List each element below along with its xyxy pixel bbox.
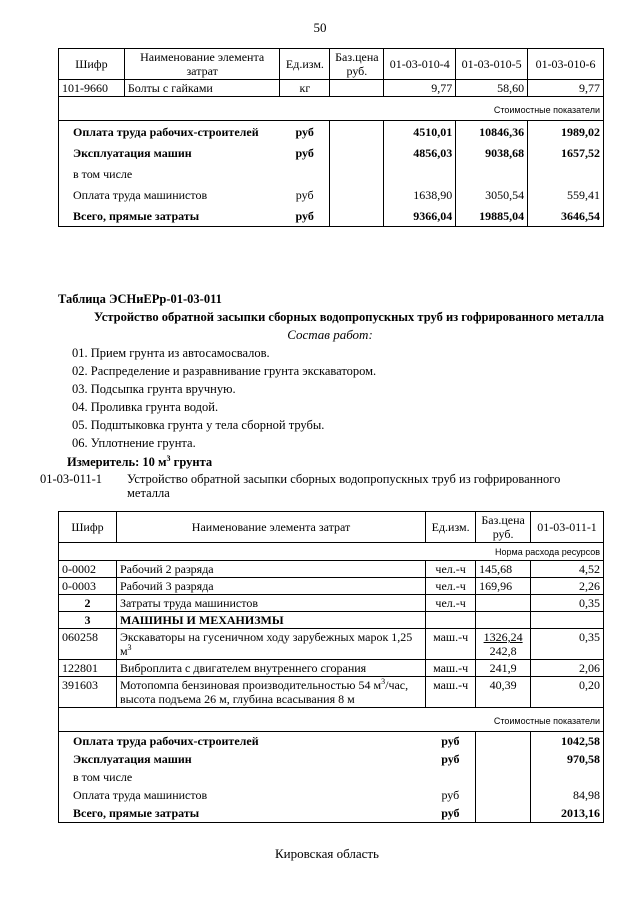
row-unit: чел.-ч bbox=[426, 578, 476, 595]
footer-region: Кировская область bbox=[274, 846, 379, 861]
summary-v1: 4856,03 bbox=[384, 142, 456, 163]
header-col-010-4: 01-03-010-4 bbox=[384, 49, 456, 80]
header-col-010-5: 01-03-010-5 bbox=[456, 49, 528, 80]
list-item: 05. Подштыковка грунта у тела сборной трубы. bbox=[72, 418, 325, 432]
summary-label: Всего, прямые затраты bbox=[59, 205, 280, 227]
row-v3: 9,77 bbox=[528, 80, 604, 97]
summary-v2: 19885,04 bbox=[456, 205, 528, 227]
item-name: Устройство обратной засыпки сборных водопропускных труб из гофрированного металла bbox=[127, 472, 561, 500]
row-unit: маш.-ч bbox=[426, 660, 476, 677]
meter-line bbox=[67, 455, 212, 470]
summary-value: 970,58 bbox=[531, 750, 604, 768]
row-code: 391603 bbox=[59, 677, 117, 708]
row-code: 122801 bbox=[59, 660, 117, 677]
works-caption: Состав работ: bbox=[287, 327, 373, 342]
machines-title: МАШИНЫ И МЕХАНИЗМЫ bbox=[116, 612, 425, 629]
row-name bbox=[116, 677, 425, 708]
row-base bbox=[476, 629, 531, 660]
table-row bbox=[59, 595, 604, 612]
row-value: 4,52 bbox=[531, 561, 604, 578]
row-unit: чел.-ч bbox=[426, 561, 476, 578]
row-code: 0-0002 bbox=[59, 561, 117, 578]
row-name-text: Виброплита с двигателем внутреннего сгорания bbox=[119, 661, 367, 675]
summary-value: 2013,16 bbox=[531, 804, 604, 823]
row-v1: 9,77 bbox=[384, 80, 456, 97]
summary-unit bbox=[280, 163, 330, 184]
summary-base bbox=[476, 786, 531, 804]
summary-unit: руб bbox=[280, 184, 330, 205]
table-id: Таблица ЭСНиЕРр-01-03-011 bbox=[58, 292, 222, 306]
row-base bbox=[476, 677, 531, 708]
summary-v2: 3050,54 bbox=[456, 184, 528, 205]
summary-base bbox=[476, 750, 531, 768]
row-base-value: 1326,24 bbox=[483, 630, 523, 644]
row-value: 0,35 bbox=[531, 595, 604, 612]
summary-row bbox=[59, 205, 604, 227]
row-name-sup: 3 bbox=[381, 677, 386, 686]
cost-table-1 bbox=[58, 48, 604, 227]
norm-caption-row bbox=[59, 543, 604, 561]
summary-v1: 9366,04 bbox=[384, 205, 456, 227]
row-base bbox=[476, 595, 531, 612]
summary-row bbox=[59, 142, 604, 163]
row-base bbox=[330, 80, 384, 97]
row-code: 101-9660 bbox=[59, 80, 125, 97]
table-row bbox=[59, 80, 604, 97]
summary-v1: 1638,90 bbox=[384, 184, 456, 205]
summary-value: 84,98 bbox=[531, 786, 604, 804]
header-base-price: Баз.цена руб. bbox=[476, 512, 531, 543]
summary-unit: руб bbox=[280, 142, 330, 163]
summary-label: Оплата труда машинистов bbox=[59, 184, 280, 205]
row-name: Рабочий 3 разряда bbox=[116, 578, 425, 595]
summary-label: Эксплуатация машин bbox=[59, 750, 426, 768]
summary-base bbox=[476, 804, 531, 823]
row-name-text: Мотопомпа бензиновая производительностью 54 м bbox=[119, 678, 382, 692]
summary-base bbox=[330, 205, 384, 227]
summary-block bbox=[59, 732, 604, 823]
list-item: 02. Распределение и разравнивание грунта экскаватором. bbox=[72, 364, 377, 378]
summary-label: Оплата труда рабочих-строителей bbox=[59, 732, 426, 751]
summary-base bbox=[476, 732, 531, 751]
summary-base bbox=[330, 184, 384, 205]
page-number: 50 bbox=[313, 20, 327, 35]
table-header-row bbox=[59, 512, 604, 543]
row-base-value: 241,9 bbox=[489, 661, 517, 675]
header-code: Шифр bbox=[59, 49, 125, 80]
table-row bbox=[59, 660, 604, 677]
row-name-text: Экскаваторы на гусеничном ходу зарубежных марок 1,25 м bbox=[119, 630, 413, 658]
summary-base bbox=[330, 121, 384, 143]
table-header-row bbox=[59, 49, 604, 80]
summary-v2 bbox=[456, 163, 528, 184]
summary-unit: руб bbox=[426, 750, 476, 768]
summary-v1 bbox=[384, 163, 456, 184]
item-code: 01-03-011-1 bbox=[40, 472, 103, 486]
row-name-tail: /час, высота подъема 26 м, глубина всасывания 8 м bbox=[119, 678, 409, 706]
meter-label: Измеритель: 10 м bbox=[67, 455, 167, 469]
meter-tail: грунта bbox=[170, 455, 213, 469]
summary-v3: 1657,52 bbox=[528, 142, 604, 163]
row-value: 2,06 bbox=[531, 660, 604, 677]
row-value: 0,20 bbox=[531, 677, 604, 708]
summary-v2: 10846,36 bbox=[456, 121, 528, 143]
cost-caption: Стоимостные показатели bbox=[59, 97, 604, 121]
table-row bbox=[59, 629, 604, 660]
summary-base bbox=[476, 768, 531, 786]
summary-row bbox=[59, 750, 604, 768]
summary-v3: 1989,02 bbox=[528, 121, 604, 143]
summary-label: в том числе bbox=[59, 163, 280, 184]
summary-v3: 3646,54 bbox=[528, 205, 604, 227]
resource-rows bbox=[59, 561, 604, 612]
row-code: 2 bbox=[59, 595, 117, 612]
cost-caption-row bbox=[59, 97, 604, 121]
header-name: Наименование элемента затрат bbox=[124, 49, 280, 80]
summary-block bbox=[59, 121, 604, 227]
summary-row bbox=[59, 768, 604, 786]
machines-code: 3 bbox=[59, 612, 117, 629]
list-item: 04. Проливка грунта водой. bbox=[72, 400, 219, 414]
summary-unit: руб bbox=[426, 804, 476, 823]
list-item: 03. Подсыпка грунта вручную. bbox=[72, 382, 236, 396]
summary-value bbox=[531, 768, 604, 786]
row-value: 0,35 bbox=[531, 629, 604, 660]
summary-row bbox=[59, 804, 604, 823]
summary-unit: руб bbox=[280, 205, 330, 227]
summary-v3 bbox=[528, 163, 604, 184]
row-unit: кг bbox=[280, 80, 330, 97]
cost-table-2 bbox=[58, 511, 604, 823]
summary-unit: руб bbox=[280, 121, 330, 143]
row-base-value-2: 242,8 bbox=[489, 644, 517, 658]
header-col-011-1: 01-03-011-1 bbox=[531, 512, 604, 543]
summary-base bbox=[330, 142, 384, 163]
row-name bbox=[116, 629, 425, 660]
row-base: 169,96 bbox=[476, 578, 531, 595]
row-base-value: 40,39 bbox=[489, 678, 517, 692]
table-row bbox=[59, 578, 604, 595]
machine-rows bbox=[59, 629, 604, 708]
row-name: Затраты труда машинистов bbox=[116, 595, 425, 612]
row-code: 0-0003 bbox=[59, 578, 117, 595]
table-row bbox=[59, 677, 604, 708]
summary-row bbox=[59, 184, 604, 205]
cost-caption-row bbox=[59, 708, 604, 732]
summary-base bbox=[330, 163, 384, 184]
summary-unit: руб bbox=[426, 732, 476, 751]
row-unit: чел.-ч bbox=[426, 595, 476, 612]
meter-sup: 3 bbox=[166, 453, 171, 463]
summary-unit bbox=[426, 768, 476, 786]
row-code: 060258 bbox=[59, 629, 117, 660]
summary-label: в том числе bbox=[59, 768, 426, 786]
list-item: 06. Уплотнение грунта. bbox=[72, 436, 196, 450]
header-code: Шифр bbox=[59, 512, 117, 543]
row-name: Болты с гайками bbox=[124, 80, 280, 97]
row-base: 145,68 bbox=[476, 561, 531, 578]
summary-v3: 559,41 bbox=[528, 184, 604, 205]
machines-header-row bbox=[59, 612, 604, 629]
table-row bbox=[59, 561, 604, 578]
header-name: Наименование элемента затрат bbox=[116, 512, 425, 543]
summary-row bbox=[59, 163, 604, 184]
row-v2: 58,60 bbox=[456, 80, 528, 97]
summary-label: Оплата труда машинистов bbox=[59, 786, 426, 804]
summary-row bbox=[59, 121, 604, 143]
summary-row bbox=[59, 732, 604, 751]
summary-label: Всего, прямые затраты bbox=[59, 804, 426, 823]
list-item: 01. Прием грунта из автосамосвалов. bbox=[72, 346, 270, 360]
header-unit: Ед.изм. bbox=[280, 49, 330, 80]
section-title: Устройство обратной засыпки сборных водопропускных труб из гофрированного металла bbox=[93, 310, 604, 324]
row-base bbox=[476, 660, 531, 677]
header-unit: Ед.изм. bbox=[426, 512, 476, 543]
summary-v2: 9038,68 bbox=[456, 142, 528, 163]
header-col-010-6: 01-03-010-6 bbox=[528, 49, 604, 80]
row-name bbox=[116, 660, 425, 677]
cost-caption: Стоимостные показатели bbox=[59, 708, 604, 732]
summary-label: Оплата труда рабочих-строителей bbox=[59, 121, 280, 143]
summary-row bbox=[59, 786, 604, 804]
summary-v1: 4510,01 bbox=[384, 121, 456, 143]
norm-caption: Норма расхода ресурсов bbox=[59, 543, 604, 561]
summary-value: 1042,58 bbox=[531, 732, 604, 751]
row-name: Рабочий 2 разряда bbox=[116, 561, 425, 578]
row-unit: маш.-ч bbox=[426, 629, 476, 660]
row-name-sup: 3 bbox=[127, 643, 132, 652]
summary-unit: руб bbox=[426, 786, 476, 804]
row-unit: маш.-ч bbox=[426, 677, 476, 708]
row-value: 2,26 bbox=[531, 578, 604, 595]
summary-label: Эксплуатация машин bbox=[59, 142, 280, 163]
header-base-price: Баз.цена руб. bbox=[330, 49, 384, 80]
